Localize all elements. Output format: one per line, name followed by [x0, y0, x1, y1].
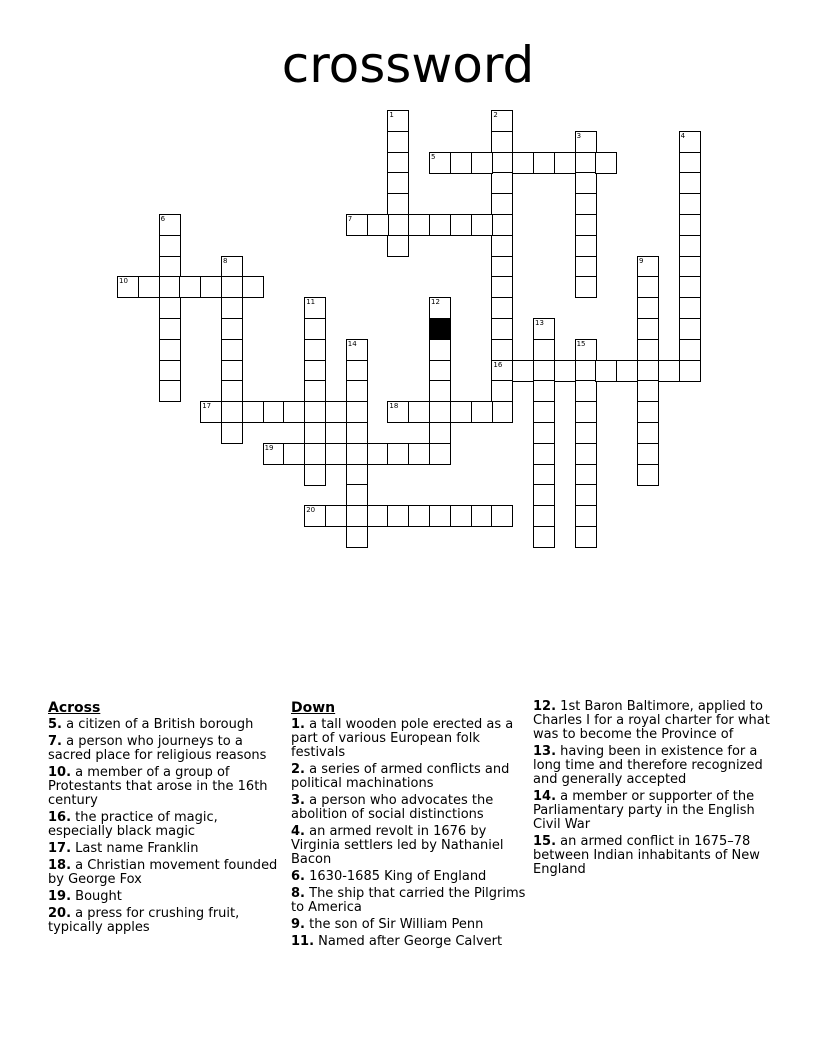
black-cell — [429, 318, 451, 340]
grid-cell[interactable] — [346, 401, 368, 423]
grid-cell[interactable] — [533, 152, 555, 174]
grid-cell[interactable] — [512, 360, 534, 382]
grid-cell[interactable] — [491, 339, 513, 361]
clue-item — [48, 859, 286, 887]
grid-cell[interactable] — [491, 193, 513, 215]
grid-cell[interactable] — [221, 318, 243, 340]
grid-cell[interactable] — [595, 152, 617, 174]
clue-item-number: 11. — [291, 934, 315, 949]
grid-cell[interactable] — [679, 131, 701, 153]
grid-cell[interactable] — [408, 443, 430, 465]
grid-cell[interactable] — [575, 152, 597, 174]
grid-cell[interactable] — [159, 256, 181, 278]
clue-item-text: a person who journeys to a sacred place for religious reasons — [48, 734, 267, 763]
clue-number: 11 — [306, 298, 316, 307]
grid-cell[interactable] — [679, 193, 701, 215]
clue-item-number: 8. — [291, 886, 305, 901]
across-clues — [48, 700, 286, 938]
grid-cell[interactable] — [387, 235, 409, 257]
grid-cell[interactable] — [595, 360, 617, 382]
grid-cell[interactable] — [450, 401, 472, 423]
grid-cell[interactable] — [450, 152, 472, 174]
grid-cell[interactable] — [637, 339, 659, 361]
grid-cell[interactable] — [200, 276, 222, 298]
grid-cell[interactable] — [159, 380, 181, 402]
grid-cell[interactable] — [575, 214, 597, 236]
clue-number: 17 — [202, 402, 212, 411]
grid-cell[interactable] — [575, 443, 597, 465]
grid-cell[interactable] — [637, 256, 659, 278]
clue-number: 14 — [347, 339, 357, 348]
grid-cell[interactable] — [408, 505, 430, 527]
clue-item-text: a tall wooden pole erected as a part of various European folk festivals — [291, 717, 514, 760]
grid-cell[interactable] — [325, 505, 347, 527]
grid-cell[interactable] — [159, 276, 181, 298]
grid-cell[interactable] — [117, 276, 139, 298]
clue-item — [48, 766, 286, 808]
grid-cell[interactable] — [491, 110, 513, 132]
clue-number: 2 — [493, 111, 498, 119]
grid-cell[interactable] — [616, 360, 638, 382]
grid-cell[interactable] — [429, 214, 451, 236]
grid-cell[interactable] — [346, 339, 368, 361]
grid-cell[interactable] — [637, 360, 659, 382]
clue-number: 8 — [223, 256, 228, 265]
clue-number: 13 — [535, 319, 544, 327]
clue-item-text: Named after George Calvert — [318, 934, 503, 949]
grid-cell[interactable] — [450, 214, 472, 236]
grid-cell[interactable] — [491, 360, 513, 382]
grid-cell[interactable] — [221, 360, 243, 382]
grid-cell[interactable] — [346, 214, 368, 236]
down-clues — [291, 700, 529, 952]
grid-cell[interactable] — [159, 360, 181, 382]
clue-item-text: Bought — [75, 889, 122, 904]
clue-item — [533, 700, 771, 742]
grid-cell[interactable] — [346, 526, 368, 548]
grid-cell[interactable] — [429, 297, 451, 319]
clue-number: 6 — [160, 215, 166, 223]
grid-cell[interactable] — [533, 484, 555, 506]
clue-item-text: a Christian movement founded by George Fox — [48, 858, 278, 887]
grid-cell[interactable] — [533, 318, 555, 340]
grid-cell[interactable] — [533, 360, 555, 382]
grid-cell[interactable] — [221, 256, 243, 278]
grid-cell[interactable] — [637, 297, 659, 319]
grid-cell[interactable] — [387, 152, 409, 174]
clue-item-text: a press for crushing fruit, typically apples — [48, 906, 240, 935]
clue-item-number: 15. — [533, 834, 557, 849]
grid-cell[interactable] — [575, 276, 597, 298]
grid-cell[interactable] — [491, 318, 513, 340]
grid-cell[interactable] — [429, 339, 451, 361]
grid-cell[interactable] — [179, 276, 201, 298]
grid-cell[interactable] — [533, 401, 555, 423]
grid-cell[interactable] — [533, 464, 555, 486]
grid-cell[interactable] — [242, 276, 264, 298]
grid-cell[interactable] — [575, 526, 597, 548]
grid-cell[interactable] — [304, 422, 326, 444]
grid-cell[interactable] — [346, 360, 368, 382]
grid-cell[interactable] — [491, 172, 513, 194]
clue-item-number: 2. — [291, 762, 305, 777]
grid-cell[interactable] — [159, 297, 181, 319]
grid-cell[interactable] — [221, 276, 243, 298]
grid-cell[interactable] — [221, 297, 243, 319]
grid-cell[interactable] — [637, 401, 659, 423]
grid-cell[interactable] — [658, 360, 680, 382]
clue-item-number: 7. — [48, 734, 62, 749]
grid-cell[interactable] — [429, 422, 451, 444]
grid-cell[interactable] — [533, 443, 555, 465]
clue-number: 12 — [431, 298, 440, 307]
grid-cell[interactable] — [346, 505, 368, 527]
grid-cell[interactable] — [346, 380, 368, 402]
grid-cell[interactable] — [159, 235, 181, 257]
clue-number: 16 — [493, 360, 503, 369]
clue-number: 7 — [347, 215, 353, 223]
clue-item-number: 16. — [48, 810, 72, 825]
grid-cell[interactable] — [533, 526, 555, 548]
clue-item-number: 12. — [533, 699, 557, 714]
grid-cell[interactable] — [159, 318, 181, 340]
grid-cell[interactable] — [408, 401, 430, 423]
clue-item — [291, 935, 529, 949]
grid-cell[interactable] — [387, 505, 409, 527]
grid-cell[interactable] — [367, 505, 389, 527]
grid-cell[interactable] — [512, 152, 534, 174]
across-heading: Across — [48, 700, 101, 716]
grid-cell[interactable] — [221, 422, 243, 444]
clue-item-text: 1st Baron Baltimore, applied to Charles I for a royal charter for what was to become the Province of — [533, 699, 770, 742]
grid-cell[interactable] — [637, 443, 659, 465]
clue-item — [291, 718, 529, 760]
grid-cell[interactable] — [471, 152, 493, 174]
grid-cell[interactable] — [575, 464, 597, 486]
grid-cell[interactable] — [575, 360, 597, 382]
grid-cell[interactable] — [304, 297, 326, 319]
clue-number: 20 — [306, 506, 316, 515]
clue-item-number: 3. — [291, 793, 305, 808]
across-clue-list — [48, 718, 286, 935]
clue-item-number: 4. — [291, 824, 305, 839]
clue-item-text: having been in existence for a long time and therefore recognized and generally accepted — [533, 744, 763, 787]
clue-number: 18 — [389, 402, 399, 411]
clue-item-number: 10. — [48, 765, 72, 780]
grid-cell[interactable] — [575, 193, 597, 215]
clue-item-number: 1. — [291, 717, 305, 732]
grid-cell[interactable] — [637, 422, 659, 444]
grid-cell[interactable] — [491, 297, 513, 319]
clue-item-text: a citizen of a British borough — [66, 717, 254, 732]
grid-cell[interactable] — [491, 401, 513, 423]
grid-cell[interactable] — [387, 401, 409, 423]
grid-cell[interactable] — [491, 380, 513, 402]
grid-cell[interactable] — [346, 484, 368, 506]
clue-item — [48, 811, 286, 839]
grid-cell[interactable] — [533, 422, 555, 444]
grid-cell[interactable] — [304, 443, 326, 465]
grid-cell[interactable] — [679, 276, 701, 298]
grid-cell[interactable] — [429, 152, 451, 174]
grid-cell[interactable] — [575, 380, 597, 402]
grid-cell[interactable] — [221, 339, 243, 361]
grid-cell[interactable] — [575, 131, 597, 153]
grid-cell[interactable] — [575, 172, 597, 194]
grid-cell[interactable] — [575, 339, 597, 361]
clue-item — [48, 735, 286, 763]
clue-item-number: 19. — [48, 889, 72, 904]
down-clue-list-continued — [533, 700, 771, 877]
clue-item — [291, 794, 529, 822]
clue-number: 19 — [264, 443, 274, 452]
clue-item — [533, 835, 771, 877]
grid-cell[interactable] — [200, 401, 222, 423]
grid-cell[interactable] — [491, 131, 513, 153]
grid-cell[interactable] — [429, 360, 451, 382]
grid-cell[interactable] — [408, 214, 430, 236]
grid-cell[interactable] — [637, 380, 659, 402]
grid-cell[interactable] — [263, 443, 285, 465]
grid-cell[interactable] — [304, 318, 326, 340]
clue-item-text: The ship that carried the Pilgrims to America — [291, 886, 526, 915]
grid-cell[interactable] — [491, 152, 513, 174]
grid-cell[interactable] — [387, 131, 409, 153]
grid-cell[interactable] — [429, 380, 451, 402]
clue-item — [291, 887, 529, 915]
grid-cell[interactable] — [471, 214, 493, 236]
grid-cell[interactable] — [575, 256, 597, 278]
grid-cell[interactable] — [679, 235, 701, 257]
grid-cell[interactable] — [304, 401, 326, 423]
grid-cell[interactable] — [429, 401, 451, 423]
grid-cell[interactable] — [471, 401, 493, 423]
grid-cell[interactable] — [554, 360, 576, 382]
clue-item-number: 6. — [291, 869, 305, 884]
grid-cell[interactable] — [491, 276, 513, 298]
clue-item-text: a series of armed conflicts and political machinations — [291, 762, 510, 791]
grid-cell[interactable] — [679, 152, 701, 174]
clue-item — [533, 790, 771, 832]
clue-item-number: 5. — [48, 717, 62, 732]
grid-cell[interactable] — [387, 193, 409, 215]
grid-cell[interactable] — [450, 505, 472, 527]
grid-cell[interactable] — [575, 505, 597, 527]
clue-item-number: 18. — [48, 858, 72, 873]
clue-item-number: 17. — [48, 841, 72, 856]
clue-item — [48, 890, 286, 904]
clue-item-text: Last name Franklin — [75, 841, 199, 856]
grid-cell[interactable] — [637, 464, 659, 486]
grid-cell[interactable] — [679, 172, 701, 194]
grid-cell[interactable] — [533, 380, 555, 402]
grid-cell[interactable] — [679, 360, 701, 382]
grid-cell[interactable] — [304, 339, 326, 361]
grid-cell[interactable] — [367, 214, 389, 236]
grid-cell[interactable] — [304, 464, 326, 486]
grid-cell[interactable] — [387, 172, 409, 194]
clue-item-text: a member of a group of Protestants that arose in the 16th century — [48, 765, 268, 808]
grid-cell[interactable] — [159, 339, 181, 361]
clue-item — [533, 745, 771, 787]
clue-number: 10 — [119, 277, 128, 286]
clue-number: 15 — [576, 339, 586, 348]
clue-item — [48, 907, 286, 935]
clue-number: 9 — [639, 256, 644, 265]
page-title: crossword — [281, 36, 535, 94]
grid-cell[interactable] — [471, 505, 493, 527]
clue-number: 3 — [576, 131, 582, 140]
grid-cell[interactable] — [491, 235, 513, 257]
clue-item — [48, 718, 286, 732]
grid-cell[interactable] — [325, 443, 347, 465]
grid-cell[interactable] — [575, 401, 597, 423]
grid-cell[interactable] — [138, 276, 160, 298]
grid-cell[interactable] — [304, 380, 326, 402]
grid-cell[interactable] — [533, 505, 555, 527]
grid-cell[interactable] — [325, 401, 347, 423]
clue-item-text: the practice of magic, especially black magic — [48, 810, 218, 839]
grid-cell[interactable] — [679, 339, 701, 361]
grid-cell[interactable] — [367, 443, 389, 465]
grid-cell[interactable] — [491, 505, 513, 527]
grid-cell[interactable] — [533, 339, 555, 361]
grid-cell[interactable] — [346, 464, 368, 486]
grid-cell[interactable] — [491, 214, 513, 236]
grid-cell[interactable] — [387, 443, 409, 465]
grid-cell[interactable] — [346, 422, 368, 444]
grid-cell[interactable] — [679, 214, 701, 236]
grid-cell[interactable] — [387, 110, 409, 132]
grid-cell[interactable] — [491, 256, 513, 278]
grid-cell[interactable] — [554, 152, 576, 174]
grid-cell[interactable] — [263, 401, 285, 423]
clue-item-number: 9. — [291, 917, 305, 932]
grid-cell[interactable] — [679, 297, 701, 319]
grid-cell[interactable] — [221, 380, 243, 402]
clue-item — [291, 870, 529, 884]
clue-item-text: a member or supporter of the Parliamentary party in the English Civil War — [533, 789, 755, 832]
clue-item-text: 1630-1685 King of England — [309, 869, 487, 884]
grid-cell[interactable] — [159, 214, 181, 236]
clue-number: 4 — [680, 131, 686, 140]
grid-cell[interactable] — [637, 318, 659, 340]
grid-cell[interactable] — [429, 505, 451, 527]
grid-cell[interactable] — [283, 443, 305, 465]
clue-item-text: an armed conflict in 1675–78 between Indian inhabitants of New England — [533, 834, 760, 877]
grid-cell[interactable] — [575, 235, 597, 257]
clue-item-text: the son of Sir William Penn — [309, 917, 484, 932]
clue-item-number: 14. — [533, 789, 557, 804]
grid-cell[interactable] — [429, 443, 451, 465]
clue-number: 5 — [431, 152, 436, 161]
down-heading: Down — [291, 700, 336, 716]
clue-item — [291, 763, 529, 791]
grid-cell[interactable] — [304, 360, 326, 382]
grid-cell[interactable] — [387, 214, 409, 236]
grid-cell[interactable] — [346, 443, 368, 465]
down-clue-list — [291, 718, 529, 949]
clue-item — [291, 918, 529, 932]
grid-cell[interactable] — [679, 256, 701, 278]
grid-cell[interactable] — [575, 484, 597, 506]
down-clues-continued — [533, 700, 771, 880]
grid-cell[interactable] — [304, 505, 326, 527]
clue-item — [291, 825, 529, 867]
grid-cell[interactable] — [637, 276, 659, 298]
clue-item-text: an armed revolt in 1676 by Virginia settlers led by Nathaniel Bacon — [291, 824, 504, 867]
grid-cell[interactable] — [221, 401, 243, 423]
clue-item-number: 13. — [533, 744, 557, 759]
grid-cell[interactable] — [283, 401, 305, 423]
clue-item-text: a person who advocates the abolition of social distinctions — [291, 793, 494, 822]
clue-item — [48, 842, 286, 856]
grid-cell[interactable] — [242, 401, 264, 423]
clue-item-number: 20. — [48, 906, 72, 921]
grid-cell[interactable] — [575, 422, 597, 444]
grid-cell[interactable] — [679, 318, 701, 340]
clue-number: 1 — [389, 111, 394, 119]
